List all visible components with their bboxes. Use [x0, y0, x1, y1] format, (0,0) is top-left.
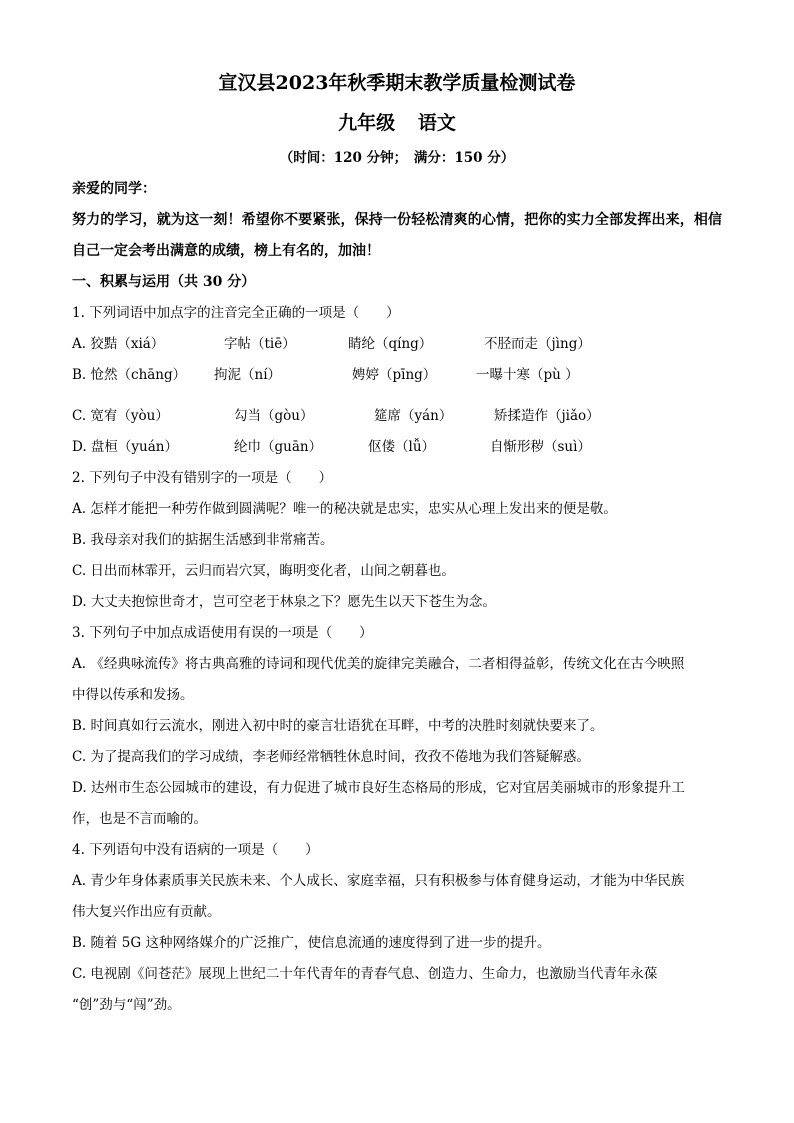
option-a-item-3: 睛纶（qíng）	[348, 336, 433, 352]
option-b-item-4: 一曝十寒（pù ）	[476, 367, 579, 383]
section-title: 一、积累与运用（共 30 分）	[72, 274, 256, 290]
option-d-item-4: 自惭形秽（suì）	[490, 439, 591, 455]
question-4-option-a-line-2: 伟大复兴作出应有贡献。	[72, 904, 221, 920]
option-c-item-3: 筵席（yán）	[374, 408, 453, 424]
question-2-option-d: D. 大丈夫抱惊世奇才，岂可空老于林泉之下？愿先生以天下苍生为念。	[72, 594, 496, 610]
option-b-item-2: 拘泥（ní）	[214, 367, 282, 383]
option-a-item-2: 字帖（tiē）	[224, 336, 296, 352]
grade-label: 九年级	[338, 112, 396, 134]
question-1-stem: 1. 下列词语中加点字的注音完全正确的一项是（ ）	[72, 305, 400, 321]
question-2-stem: 2. 下列句子中没有错别字的一项是（ ）	[72, 470, 333, 486]
exam-page	[72, 68, 722, 1021]
option-d-item-1: D. 盘桓（yuán）	[72, 439, 178, 455]
option-d-item-2: 纶巾（guān）	[234, 439, 323, 455]
option-a-item-4: 不胫而走（jìng）	[484, 336, 591, 352]
exam-title: 宣汉县2023年秋季期末教学质量检测试卷	[218, 72, 576, 94]
option-a-item-1: A. 狡黠（xiá）	[72, 336, 165, 352]
option-b-item-1: B. 怆然（chāng）	[72, 367, 187, 383]
option-d-item-3: 伛偻（lǚ）	[368, 439, 436, 455]
option-c-item-2: 勾当（gòu）	[234, 408, 314, 424]
question-4-option-c-line-1: C. 电视剧《问苍茫》展现上世纪二十年代青年的青春气息、创造力、生命力，也激励当代青年永葆	[72, 966, 658, 982]
option-b-item-3: 娉婷（pīng）	[352, 367, 437, 383]
greeting: 亲爱的同学：	[72, 181, 156, 197]
question-2-option-a: A. 怎样才能把一种劳作做到圆满呢？唯一的秘决就是忠实，忠实从心理上发出来的便是敬。	[72, 501, 617, 517]
question-3-option-a-line-1: A. 《经典咏流传》将古典高雅的诗词和现代优美的旋律完美融合，二者相得益彰，传统文化在古今映照	[72, 656, 685, 672]
question-1-option-d	[72, 432, 722, 463]
question-3-option-a-line-2: 中得以传承和发扬。	[72, 687, 194, 703]
question-3-stem: 3. 下列句子中加点成语使用有误的一项是（ ）	[72, 625, 373, 641]
question-4-option-b: B. 随着 5G 这种网络媒介的广泛推广，使信息流通的速度得到了进一步的提升。	[72, 935, 551, 951]
exam-meta: （时间：120 分钟； 满分：150 分）	[279, 150, 515, 166]
question-2-option-c: C. 日出而林霏开，云归而岩穴冥，晦明变化者，山间之朝暮也。	[72, 563, 455, 579]
question-4-option-a-line-1: A. 青少年身体素质事关民族未来、个人成长、家庭幸福，只有积极参与体育健身运动，才能为中华民族	[72, 873, 685, 889]
question-3-option-d-line-1: D. 达州市生态公园城市的建设，有力促进了城市良好生态格局的形成，它对宜居美丽城市的形象提升工	[72, 780, 685, 796]
question-3-option-d-line-2: 作，也是不言而喻的。	[72, 811, 207, 827]
question-4-stem: 4. 下列语句中没有语病的一项是（ ）	[72, 842, 319, 858]
option-c-item-4: 矫揉造作（jiǎo）	[494, 408, 600, 424]
exam-subtitle	[72, 108, 722, 138]
question-3-option-c: C. 为了提高我们的学习成绩，李老师经常牺牲休息时间，孜孜不倦地为我们答疑解惑。	[72, 749, 590, 765]
question-3-option-b: B. 时间真如行云流水，刚进入初中时的豪言壮语犹在耳畔，中考的决胜时刻就快要来了。	[72, 718, 604, 734]
intro-message: 努力的学习，就为这一刻！希望你不要紧张，保持一份轻松清爽的心情，把你的实力全部发挥出来，相信自己一定会考出满意的成绩，榜上有名的，加油！	[72, 212, 722, 259]
question-1-option-a	[72, 329, 722, 360]
question-4-option-c-line-2: “创”劲与“闯”劲。	[72, 997, 181, 1013]
option-c-item-1: C. 宽宥（yòu）	[72, 408, 169, 424]
subject-label: 语文	[417, 112, 456, 134]
question-1-option-b	[72, 360, 722, 391]
spacer	[72, 391, 722, 401]
question-1-option-c	[72, 401, 722, 432]
question-2-option-b: B. 我母亲对我们的掂据生活感到非常痛苦。	[72, 532, 334, 548]
